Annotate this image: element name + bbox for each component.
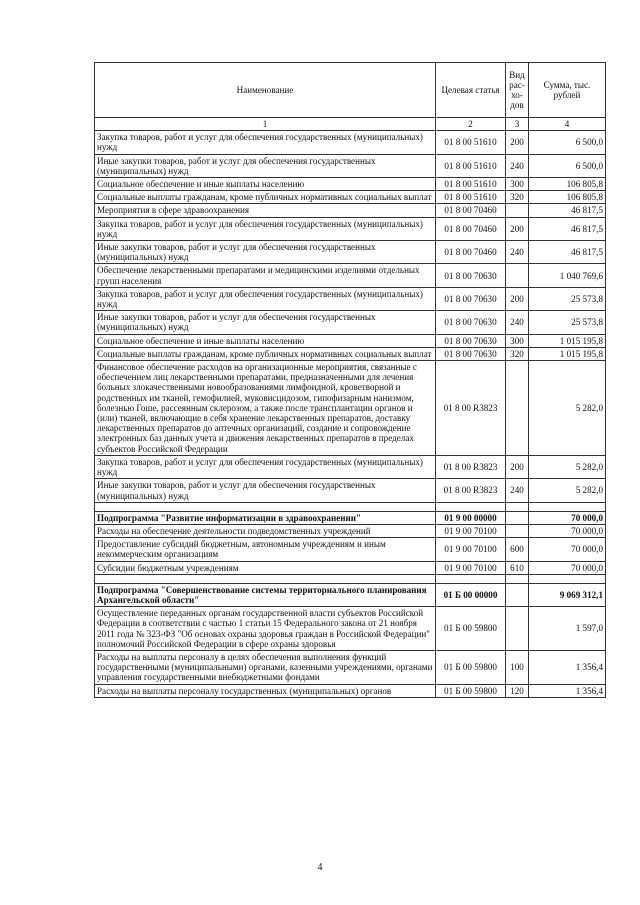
row-target-article-cell: 01 8 00 51610 xyxy=(436,131,506,154)
row-expense-type-cell: 120 xyxy=(506,684,529,697)
row-sum-cell: 1 356,4 xyxy=(529,650,606,684)
row-expense-type-cell: 240 xyxy=(506,311,529,334)
row-sum-cell: 1 015 195,8 xyxy=(529,334,606,347)
table-row xyxy=(95,347,606,360)
row-target-article-cell: 01 8 00 70630 xyxy=(436,264,506,287)
row-expense-type-cell: 600 xyxy=(506,538,529,561)
row-sum-cell: 5 282,0 xyxy=(529,479,606,502)
row-target-article-cell: 01 9 00 70100 xyxy=(436,538,506,561)
row-sum-cell: 6 500,0 xyxy=(529,131,606,154)
table-row xyxy=(95,287,606,310)
row-target-article-cell: 01 8 00 70460 xyxy=(436,204,506,217)
spacer-cell xyxy=(529,574,606,583)
row-name-cell: Закупка товаров, работ и услуг для обеспечения государственных (муниципальных) нужд xyxy=(95,131,436,154)
row-expense-type-cell: 300 xyxy=(506,178,529,191)
table-row xyxy=(95,479,606,502)
table-row xyxy=(95,455,606,478)
row-target-article-cell: 01 8 00 70460 xyxy=(436,217,506,240)
table-row xyxy=(95,511,606,524)
row-sum-cell: 106 805,8 xyxy=(529,178,606,191)
table-row xyxy=(95,524,606,537)
column-number: 4 xyxy=(529,118,606,131)
row-target-article-cell: 01 Б 00 59800 xyxy=(436,607,506,651)
spacer-cell xyxy=(436,574,506,583)
table-body xyxy=(95,131,606,698)
page-number: 4 xyxy=(317,862,323,873)
column-number: 3 xyxy=(506,118,529,131)
table-row xyxy=(95,241,606,264)
row-name-cell: Закупка товаров, работ и услуг для обеспечения государственных (муниципальных) нужд xyxy=(95,287,436,310)
table-row xyxy=(95,191,606,204)
row-expense-type-cell xyxy=(506,361,529,456)
row-expense-type-cell: 300 xyxy=(506,334,529,347)
header-name: Наименование xyxy=(95,63,436,118)
row-expense-type-cell xyxy=(506,264,529,287)
row-sum-cell: 70 000,0 xyxy=(529,561,606,574)
row-sum-cell: 1 597,0 xyxy=(529,607,606,651)
row-target-article-cell: 01 9 00 00000 xyxy=(436,511,506,524)
row-target-article-cell: 01 8 00 R3823 xyxy=(436,479,506,502)
row-name-cell: Социальное обеспечение и иные выплаты населению xyxy=(95,334,436,347)
row-expense-type-cell: 200 xyxy=(506,131,529,154)
table-header-row xyxy=(95,63,606,118)
row-sum-cell: 1 356,4 xyxy=(529,684,606,697)
row-name-cell: Иные закупки товаров, работ и услуг для обеспечения государственных (муниципальных) нужд xyxy=(95,311,436,334)
table-row xyxy=(95,334,606,347)
table-row xyxy=(95,131,606,154)
header-target-article: Целевая статья xyxy=(436,63,506,118)
row-target-article-cell: 01 8 00 51610 xyxy=(436,178,506,191)
row-sum-cell: 25 573,8 xyxy=(529,287,606,310)
row-target-article-cell: 01 8 00 70630 xyxy=(436,311,506,334)
spacer-cell xyxy=(95,502,436,511)
row-expense-type-cell: 320 xyxy=(506,191,529,204)
row-name-cell: Предоставление субсидий бюджетным, автономным учреждениям и иным некоммерческим организациям xyxy=(95,538,436,561)
spacer-row xyxy=(95,502,606,511)
row-expense-type-cell: 200 xyxy=(506,287,529,310)
row-name-cell: Закупка товаров, работ и услуг для обеспечения государственных (муниципальных) нужд xyxy=(95,217,436,240)
row-name-cell: Финансовое обеспечение расходов на организационные мероприятия, связанные с обеспечением лиц лекарственными препаратами, предназначенными для лечения больных злокачественными новообразованиями лимфоидной, кроветворной и родственных им тканей, гемофилией, муковисцидозом, гипофизарным нанизмом, болезнью Гоше, рассеянным склерозом, а также после трансплантации органов и (или) тканей, включающие в себя хранение лекарственных препаратов, доставку лекарственных препаратов до аптечных организаций, создание и сопровождение электронных баз данных учета и движения лекарственных препаратов в пределах субъектов Российской Федерации xyxy=(95,361,436,456)
row-expense-type-cell xyxy=(506,204,529,217)
row-name-cell: Иные закупки товаров, работ и услуг для обеспечения государственных (муниципальных) нужд xyxy=(95,241,436,264)
column-number: 1 xyxy=(95,118,436,131)
spacer-cell xyxy=(436,502,506,511)
table-row xyxy=(95,217,606,240)
row-name-cell: Мероприятия в сфере здравоохранения xyxy=(95,204,436,217)
row-expense-type-cell: 610 xyxy=(506,561,529,574)
row-name-cell: Социальные выплаты гражданам, кроме публичных нормативных социальных выплат xyxy=(95,191,436,204)
row-name-cell: Социальное обеспечение и иные выплаты населению xyxy=(95,178,436,191)
table-row xyxy=(95,178,606,191)
row-target-article-cell: 01 Б 00 00000 xyxy=(436,583,506,606)
row-target-article-cell: 01 Б 00 59800 xyxy=(436,650,506,684)
row-sum-cell: 5 282,0 xyxy=(529,361,606,456)
row-sum-cell: 5 282,0 xyxy=(529,455,606,478)
row-expense-type-cell: 200 xyxy=(506,217,529,240)
row-sum-cell: 46 817,5 xyxy=(529,217,606,240)
row-sum-cell: 9 069 312,1 xyxy=(529,583,606,606)
row-expense-type-cell: 240 xyxy=(506,479,529,502)
row-expense-type-cell xyxy=(506,524,529,537)
table-row xyxy=(95,154,606,177)
table-row xyxy=(95,264,606,287)
table-row xyxy=(95,583,606,606)
table-row xyxy=(95,684,606,697)
table-row xyxy=(95,538,606,561)
row-sum-cell: 46 817,5 xyxy=(529,241,606,264)
row-sum-cell: 1 040 769,6 xyxy=(529,264,606,287)
table-row xyxy=(95,361,606,456)
row-name-cell: Закупка товаров, работ и услуг для обеспечения государственных (муниципальных) нужд xyxy=(95,455,436,478)
row-sum-cell: 46 817,5 xyxy=(529,204,606,217)
row-name-cell: Обеспечение лекарственными препаратами и медицинскими изделиями отдельных групп населения xyxy=(95,264,436,287)
row-target-article-cell: 01 8 00 70630 xyxy=(436,287,506,310)
table-row xyxy=(95,311,606,334)
row-name-cell: Расходы на обеспечение деятельности подведомственных учреждений xyxy=(95,524,436,537)
spacer-row xyxy=(95,574,606,583)
row-name-cell: Субсидии бюджетным учреждениям xyxy=(95,561,436,574)
row-sum-cell: 70 000,0 xyxy=(529,511,606,524)
row-sum-cell: 25 573,8 xyxy=(529,311,606,334)
column-number: 2 xyxy=(436,118,506,131)
row-target-article-cell: 01 9 00 70100 xyxy=(436,561,506,574)
row-sum-cell: 6 500,0 xyxy=(529,154,606,177)
budget-table xyxy=(94,62,606,698)
table-row xyxy=(95,650,606,684)
row-expense-type-cell: 200 xyxy=(506,455,529,478)
row-target-article-cell: 01 8 00 70630 xyxy=(436,347,506,360)
column-numbers-row xyxy=(95,118,606,131)
row-expense-type-cell xyxy=(506,583,529,606)
table-row xyxy=(95,204,606,217)
row-name-cell: Иные закупки товаров, работ и услуг для обеспечения государственных (муниципальных) нужд xyxy=(95,154,436,177)
row-target-article-cell: 01 8 00 R3823 xyxy=(436,455,506,478)
row-name-cell: Иные закупки товаров, работ и услуг для обеспечения государственных (муниципальных) нужд xyxy=(95,479,436,502)
row-name-cell: Осуществление переданных органам государственной власти субъектов Российской Федерации в соответствии с частью 1 статьи 15 Федерального закона от 21 ноября 2011 года № 323-ФЗ "Об основах охраны здоровья граждан в Российской Федерации" полномочий Российской Федерации в сфере охраны здоровья xyxy=(95,607,436,651)
row-target-article-cell: 01 Б 00 59800 xyxy=(436,684,506,697)
row-sum-cell: 70 000,0 xyxy=(529,524,606,537)
row-sum-cell: 70 000,0 xyxy=(529,538,606,561)
row-name-cell: Подпрограмма "Совершенствование системы территориального планирования Архангельской области" xyxy=(95,583,436,606)
row-target-article-cell: 01 8 00 70460 xyxy=(436,241,506,264)
row-target-article-cell: 01 8 00 51610 xyxy=(436,191,506,204)
row-expense-type-cell: 240 xyxy=(506,154,529,177)
row-sum-cell: 1 015 195,8 xyxy=(529,347,606,360)
row-expense-type-cell: 240 xyxy=(506,241,529,264)
row-expense-type-cell xyxy=(506,511,529,524)
table-row xyxy=(95,561,606,574)
row-expense-type-cell xyxy=(506,607,529,651)
header-sum: Сумма, тыс. рублей xyxy=(529,63,606,118)
row-target-article-cell: 01 8 00 R3823 xyxy=(436,361,506,456)
row-name-cell: Социальные выплаты гражданам, кроме публичных нормативных социальных выплат xyxy=(95,347,436,360)
row-target-article-cell: 01 8 00 51610 xyxy=(436,154,506,177)
spacer-cell xyxy=(506,574,529,583)
row-expense-type-cell: 320 xyxy=(506,347,529,360)
header-expense-type: Вид рас-хо-дов xyxy=(506,63,529,118)
row-name-cell: Подпрограмма "Развитие информатизации в здравоохранении" xyxy=(95,511,436,524)
spacer-cell xyxy=(529,502,606,511)
row-target-article-cell: 01 8 00 70630 xyxy=(436,334,506,347)
row-name-cell: Расходы на выплаты персоналу в целях обеспечения выполнения функций государственными (муниципальными) органами, казенными учреждениями, органами управления государственными внебюджетными фондами xyxy=(95,650,436,684)
row-target-article-cell: 01 9 00 70100 xyxy=(436,524,506,537)
row-name-cell: Расходы на выплаты персоналу государственных (муниципальных) органов xyxy=(95,684,436,697)
spacer-cell xyxy=(95,574,436,583)
spacer-cell xyxy=(506,502,529,511)
table-row xyxy=(95,607,606,651)
row-expense-type-cell: 100 xyxy=(506,650,529,684)
row-sum-cell: 106 805,8 xyxy=(529,191,606,204)
